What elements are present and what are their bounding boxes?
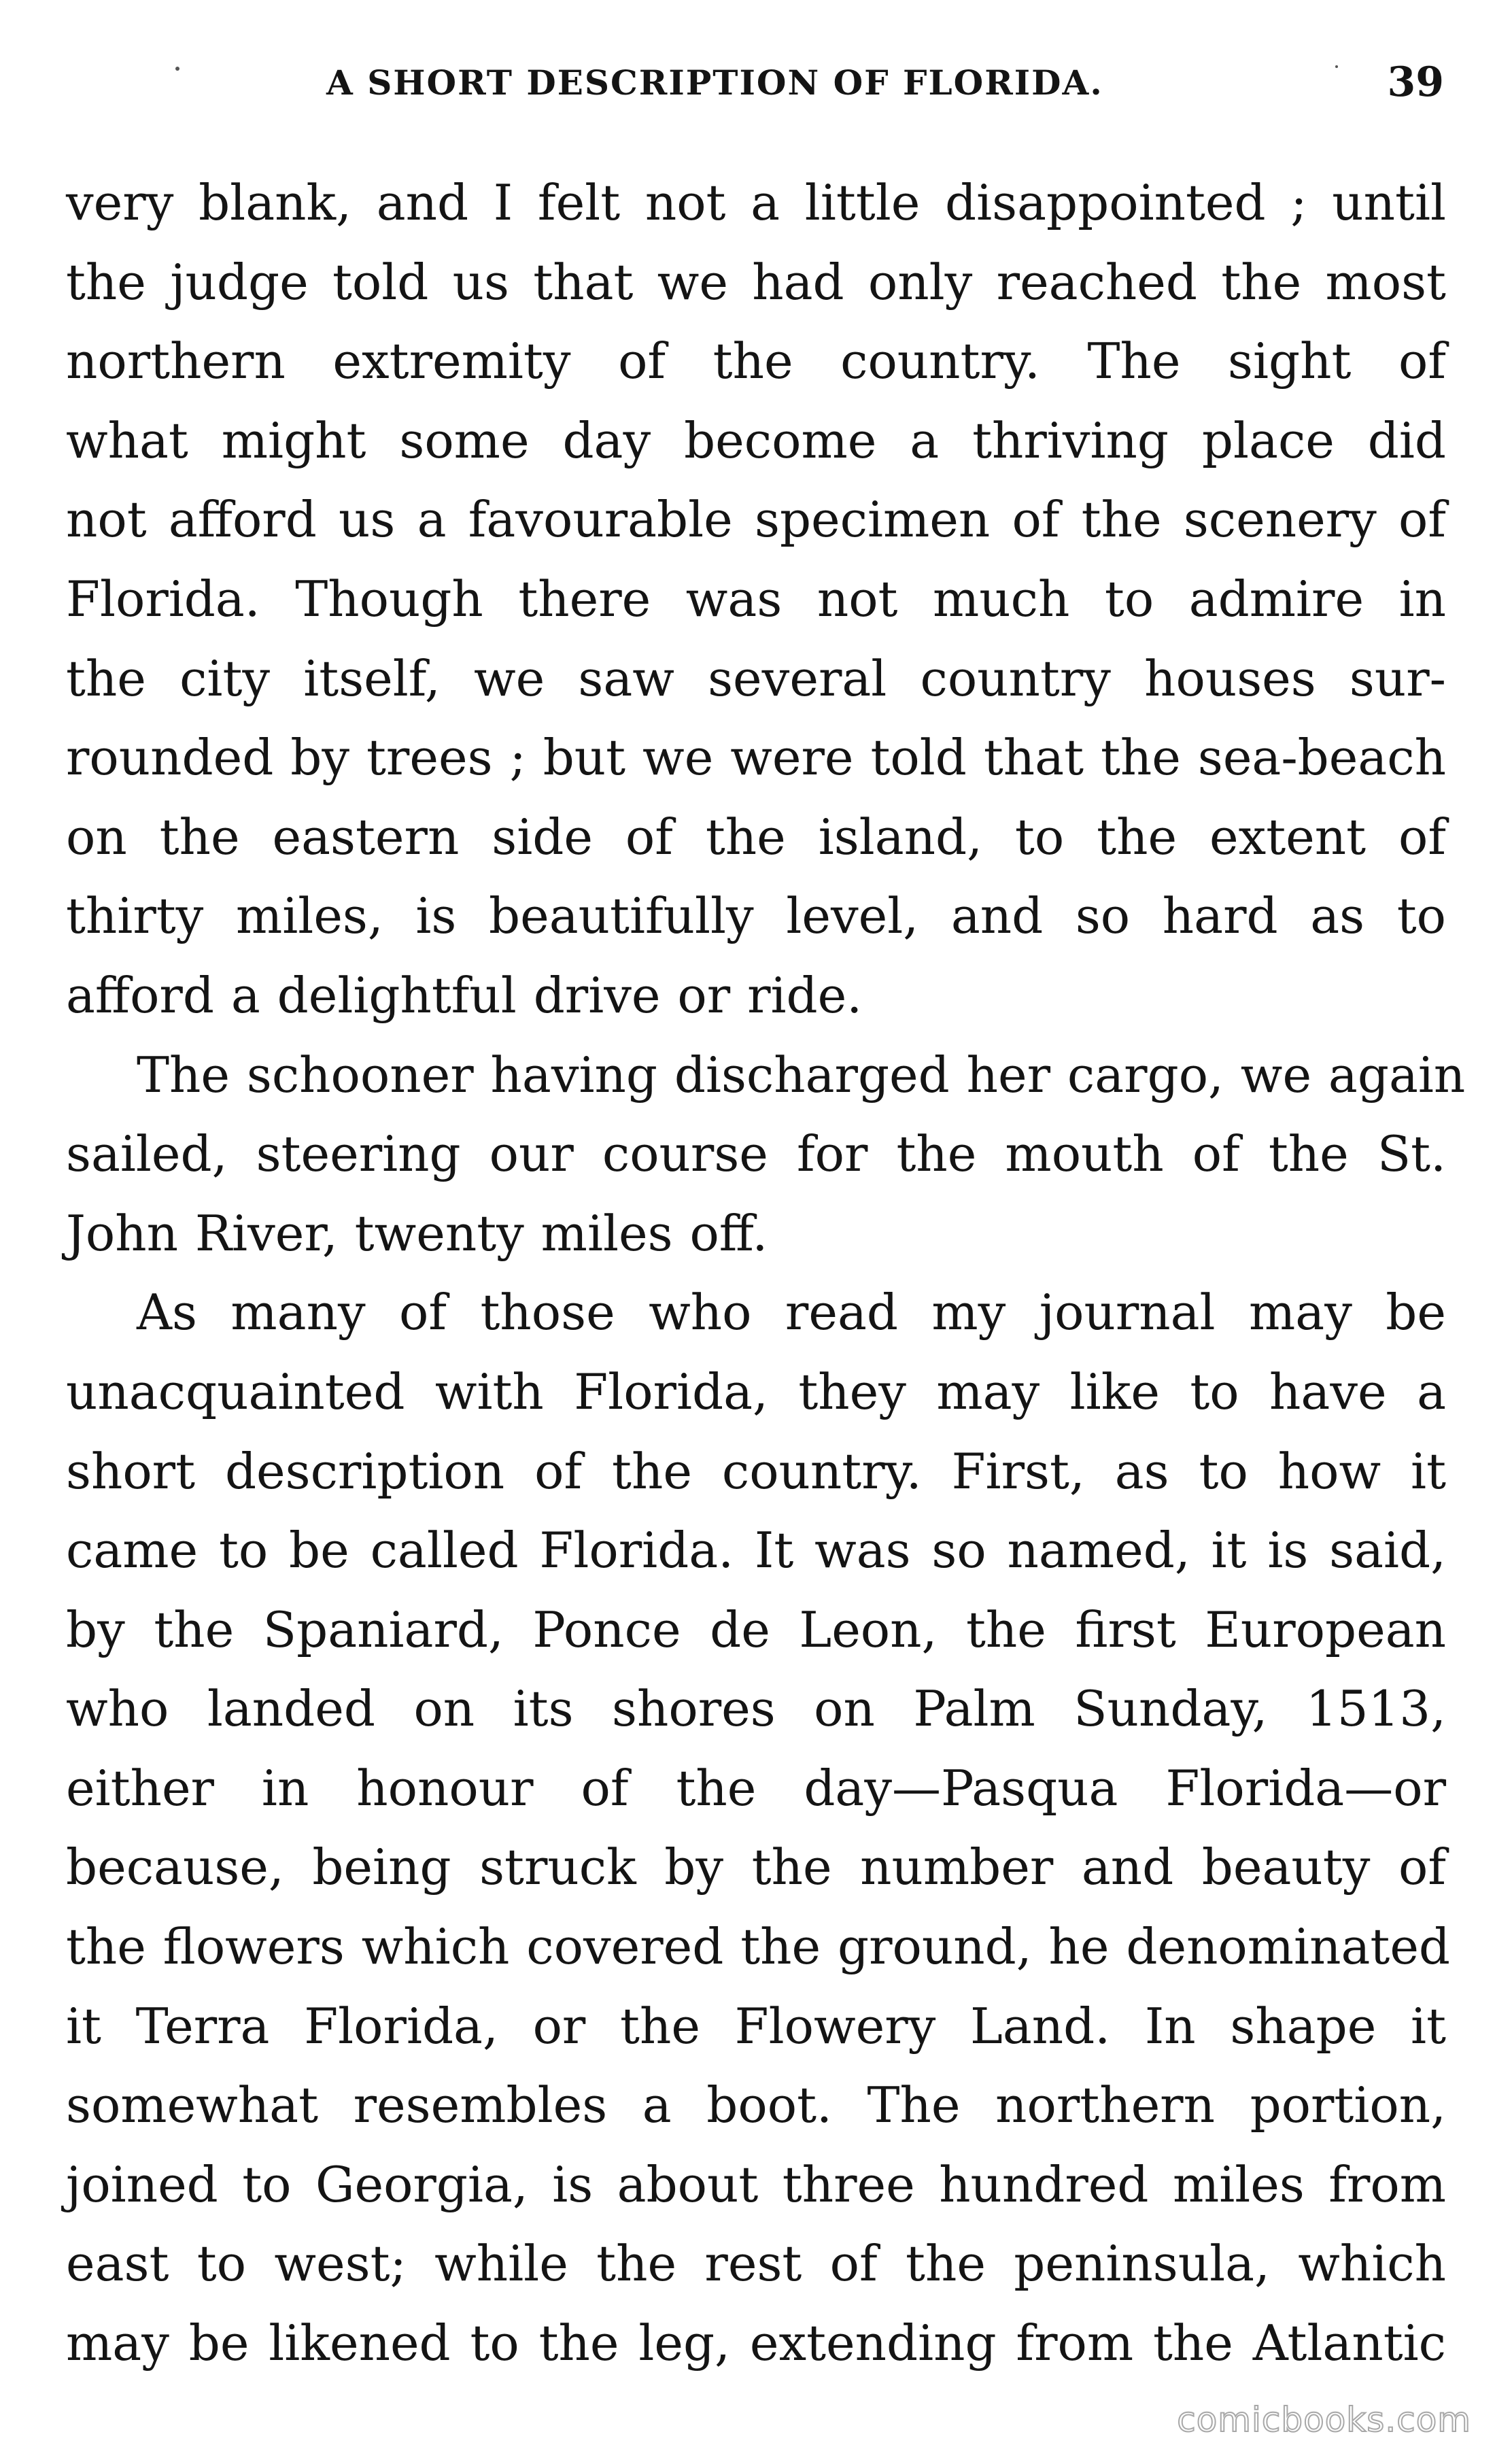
text-line: rounded by trees ; but we were told that the sea-beach xyxy=(66,729,1446,787)
text-line: not afford us a favourable specimen of the scenery of xyxy=(66,491,1446,549)
text-line: very blank, and I felt not a little disappointed ; until xyxy=(66,174,1446,231)
text-line: the flowers which covered the ground, he denominated xyxy=(66,1918,1451,1976)
page-number: 39 xyxy=(1387,58,1444,106)
watermark: comicbooks.com xyxy=(1177,2400,1471,2440)
body-text xyxy=(66,163,1466,2383)
text-line: As many of those who read my journal may be xyxy=(137,1284,1446,1341)
text-line: John River, twenty miles off. xyxy=(66,1204,768,1262)
text-line: who landed on its shores on Palm Sunday, 1513, xyxy=(66,1680,1446,1738)
text-line: by the Spaniard, Ponce de Leon, the first European xyxy=(66,1601,1446,1658)
text-line: short description of the country. First, as to how it xyxy=(66,1442,1446,1500)
text-line: the judge told us that we had only reached the most xyxy=(66,253,1446,311)
text-line: came to be called Florida. It was so named, it is said, xyxy=(66,1522,1446,1579)
text-line: because, being struck by the number and beauty of xyxy=(66,1838,1446,1896)
text-line: on the eastern side of the island, to the extent of xyxy=(66,808,1446,866)
text-line: northern extremity of the country. The sight of xyxy=(66,332,1446,390)
text-line: either in honour of the day—Pasqua Florida—or xyxy=(66,1759,1446,1817)
text-line: sailed, steering our course for the mouth of the St. xyxy=(66,1125,1446,1183)
text-line: the city itself, we saw several country houses sur- xyxy=(66,649,1446,707)
text-line: somewhat resembles a boot. The northern portion, xyxy=(66,2076,1446,2134)
text-line: what might some day become a thriving place did xyxy=(66,411,1446,469)
print-speck xyxy=(175,67,179,71)
text-line: east to west; while the rest of the peninsula, which xyxy=(66,2235,1446,2293)
text-line: it Terra Florida, or the Flowery Land. In shape it xyxy=(66,1997,1446,2055)
text-line: The schooner having discharged her cargo, we again xyxy=(137,1046,1466,1103)
running-head: A SHORT DESCRIPTION OF FLORIDA. xyxy=(326,63,1103,103)
text-line: Florida. Though there was not much to admire in xyxy=(66,570,1446,628)
text-line: thirty miles, is beautifully level, and so hard as to xyxy=(66,887,1446,945)
print-speck xyxy=(1335,65,1338,68)
text-line: afford a delightful drive or ride. xyxy=(66,966,863,1024)
text-line: unacquainted with Florida, they may like to have a xyxy=(66,1363,1446,1420)
text-line: may be likened to the leg, extending from the Atlantic xyxy=(66,2314,1446,2372)
text-line: joined to Georgia, is about three hundred miles from xyxy=(66,2155,1446,2213)
